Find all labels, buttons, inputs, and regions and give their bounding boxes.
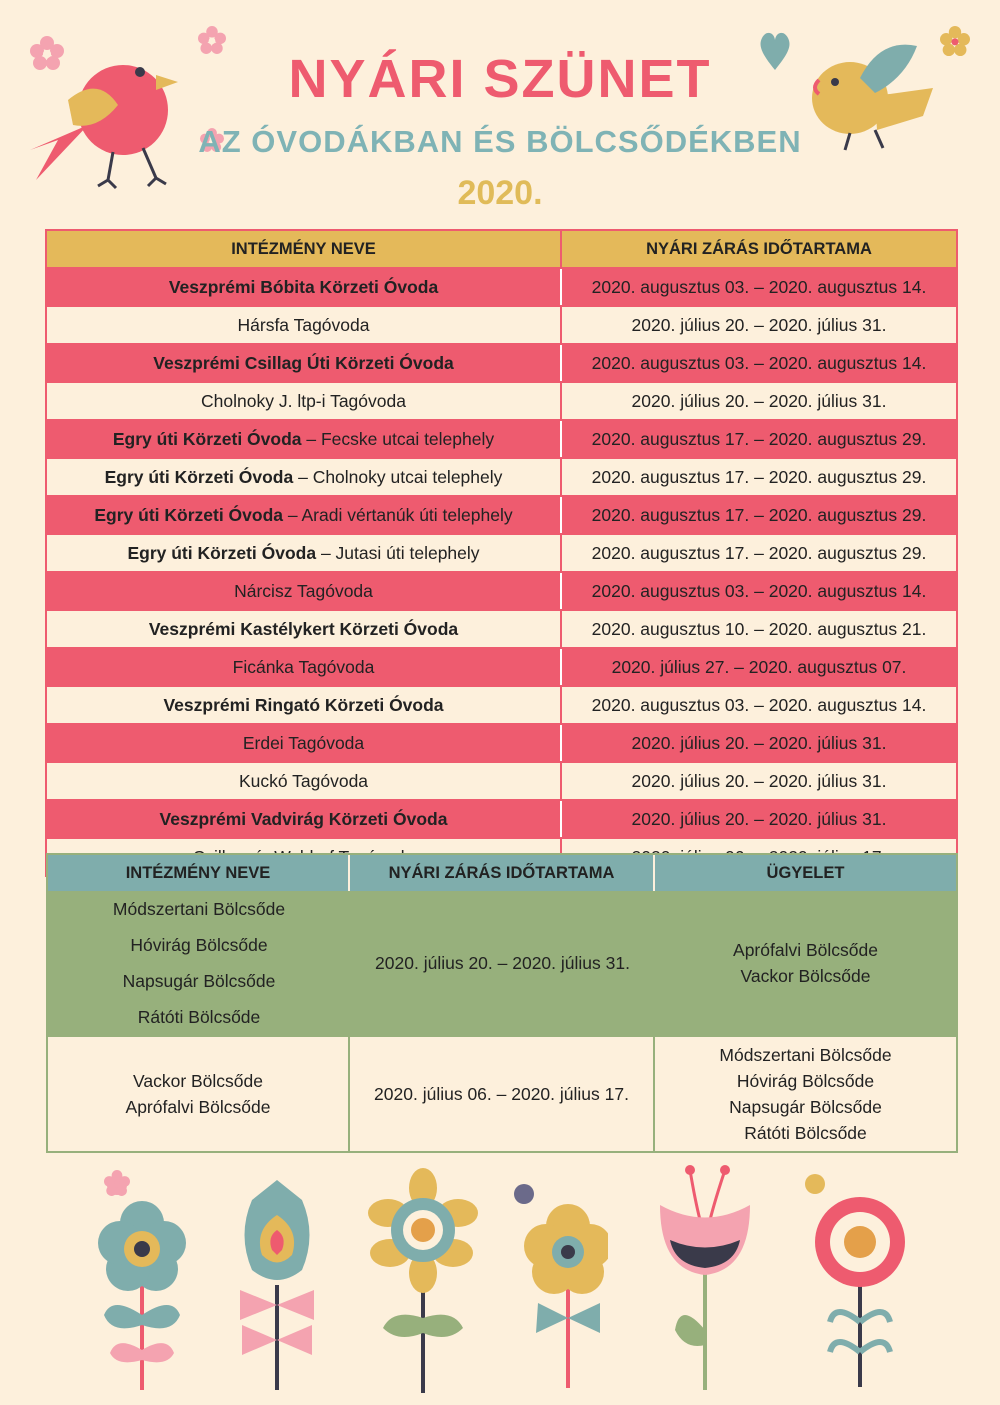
closure-period: 2020. július 20. – 2020. július 31. [562, 307, 956, 343]
institution-name [47, 307, 562, 343]
institution-name-bold: Egry úti Körzeti Óvoda [104, 466, 294, 487]
table-row [47, 799, 956, 837]
institution-name [47, 421, 562, 457]
flower-icon [800, 1172, 920, 1392]
flower-icon [92, 1165, 192, 1395]
institution-name [47, 573, 562, 609]
page-subtitle: AZ ÓVODÁKBAN ÉS BÖLCSŐDÉKBEN [198, 124, 802, 159]
column-header-on-duty: ÜGYELET [766, 864, 845, 882]
institution-name [47, 345, 562, 381]
institution-name [47, 725, 562, 761]
closure-period: 2020. augusztus 17. – 2020. augusztus 29. [562, 459, 956, 495]
closure-period: 2020. július 20. – 2020. július 31. [562, 801, 956, 837]
table-row [47, 685, 956, 723]
nursery-table [46, 853, 958, 1153]
institution-name: Aprófalvi Bölcsőde [125, 1097, 271, 1117]
table-row [48, 1035, 956, 1151]
institution-name-bold: Veszprémi Csillag Úti Körzeti Óvoda [153, 352, 454, 373]
institution-name [47, 383, 562, 419]
closure-period: 2020. augusztus 03. – 2020. augusztus 14. [562, 687, 956, 723]
page-title: NYÁRI SZÜNET [288, 49, 712, 109]
institution-name-bold: Egry úti Körzeti Óvoda [94, 504, 284, 525]
table-row [47, 305, 956, 343]
institution-name [47, 649, 562, 685]
table-row [47, 533, 956, 571]
table-row [47, 723, 956, 761]
on-duty-name: Módszertani Bölcsőde [719, 1045, 892, 1065]
column-header-institution: INTÉZMÉNY NEVE [48, 855, 350, 891]
institution-name [47, 611, 562, 647]
table-header-row [47, 231, 956, 267]
on-duty-list [655, 891, 956, 1035]
closure-period: 2020. július 20. – 2020. július 31. [375, 953, 630, 973]
page-year: 2020. [457, 174, 543, 212]
institution-list [48, 891, 350, 1035]
closure-period: 2020. július 27. – 2020. augusztus 07. [562, 649, 956, 685]
institution-name-rest: Erdei Tagóvoda [242, 732, 365, 753]
table-row [47, 571, 956, 609]
institution-name-rest: – Cholnoky utcai telephely [293, 466, 503, 487]
institution-name-rest: Kuckó Tagóvoda [238, 770, 369, 791]
closure-period: 2020. július 06. – 2020. július 17. [350, 1037, 655, 1151]
on-duty-list [655, 1037, 956, 1151]
closure-period: 2020. augusztus 17. – 2020. augusztus 29. [562, 535, 956, 571]
institution-name-rest: – Aradi vértanúk úti telephely [283, 504, 513, 525]
closure-period: 2020. július 20. – 2020. július 31. [562, 725, 956, 761]
closure-period: 2020. augusztus 03. – 2020. augusztus 14. [562, 269, 956, 305]
institution-name-bold: Veszprémi Vadvirág Körzeti Óvoda [159, 808, 448, 829]
table-row [47, 267, 956, 305]
institution-name-bold: Veszprémi Ringató Körzeti Óvoda [163, 694, 444, 715]
table-row [47, 343, 956, 381]
institution-name-rest: – Fecske utcai telephely [301, 428, 495, 449]
flower-icon [104, 1170, 130, 1196]
flower-icon [508, 1178, 608, 1393]
institution-name [47, 687, 562, 723]
column-header-closure: NYÁRI ZÁRÁS IDŐTARTAMA [350, 855, 655, 891]
on-duty-name: Rátóti Bölcsőde [744, 1123, 867, 1143]
institution-name-rest: Hársfa Tagóvoda [237, 314, 370, 335]
institution-name [47, 459, 562, 495]
closure-period: 2020. augusztus 17. – 2020. augusztus 29. [562, 497, 956, 533]
institution-name-rest: – Jutasi úti telephely [316, 542, 480, 563]
closure-period: 2020. július 20. – 2020. július 31. [562, 763, 956, 799]
flower-icon [232, 1175, 322, 1395]
on-duty-name: Napsugár Bölcsőde [729, 1097, 882, 1117]
table-row [47, 761, 956, 799]
institution-name-bold: Veszprémi Kastélykert Körzeti Óvoda [148, 618, 459, 639]
column-header-institution: INTÉZMÉNY NEVE [47, 231, 562, 267]
closure-period: 2020. július 20. – 2020. július 31. [562, 383, 956, 419]
institution-name-bold: Egry úti Körzeti Óvoda [127, 542, 317, 563]
table-row [48, 891, 956, 1035]
institution-name-bold: Egry úti Körzeti Óvoda [112, 428, 302, 449]
table-row [47, 609, 956, 647]
institution-name-bold: Veszprémi Bóbita Körzeti Óvoda [168, 276, 439, 297]
institution-name: Módszertani Bölcsőde [112, 899, 286, 919]
table-row [47, 457, 956, 495]
institution-name [47, 801, 562, 837]
institution-name: Vackor Bölcsőde [132, 1071, 264, 1091]
institution-name-rest: Cholnoky J. ltp-i Tagóvoda [201, 390, 406, 411]
institution-name: Napsugár Bölcsőde [122, 971, 276, 991]
flower-icon [368, 1168, 478, 1398]
column-header-closure: NYÁRI ZÁRÁS IDŐTARTAMA [562, 231, 956, 267]
institution-name-rest: Ficánka Tagóvoda [232, 656, 375, 677]
institution-name [47, 497, 562, 533]
on-duty-name: Aprófalvi Bölcsőde [733, 940, 878, 960]
institution-name [47, 763, 562, 799]
table-row [47, 495, 956, 533]
table-row [47, 419, 956, 457]
closure-period: 2020. augusztus 03. – 2020. augusztus 14. [562, 345, 956, 381]
table-row [47, 647, 956, 685]
closure-period: 2020. augusztus 17. – 2020. augusztus 29. [562, 421, 956, 457]
closure-period: 2020. augusztus 10. – 2020. augusztus 21. [562, 611, 956, 647]
closure-period: 2020. augusztus 03. – 2020. augusztus 14. [562, 573, 956, 609]
institution-list [48, 1037, 350, 1151]
table-header-row [48, 855, 956, 891]
table-row [47, 381, 956, 419]
on-duty-name: Vackor Bölcsőde [740, 966, 871, 986]
on-duty-name: Hóvirág Bölcsőde [736, 1071, 875, 1091]
flower-icon [650, 1160, 760, 1395]
institution-name [47, 269, 562, 305]
institution-name: Hóvirág Bölcsőde [130, 935, 268, 955]
institution-name-rest: Nárcisz Tagóvoda [234, 580, 373, 601]
institution-name: Rátóti Bölcsőde [137, 1007, 261, 1027]
institution-name [47, 535, 562, 571]
kindergarten-table [45, 229, 958, 877]
